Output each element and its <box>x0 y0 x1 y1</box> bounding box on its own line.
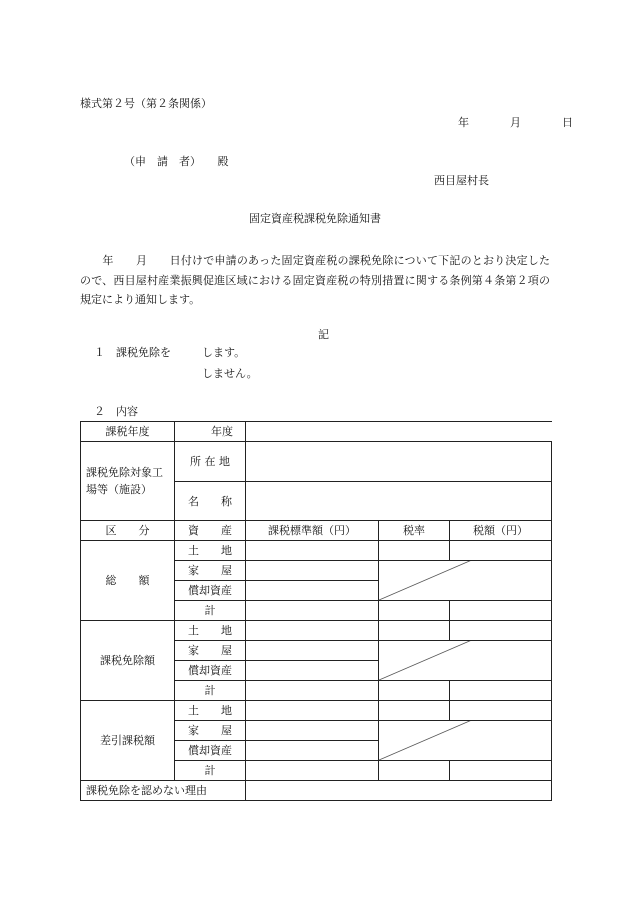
date-month: 月 <box>510 116 521 129</box>
issue-date <box>458 116 573 130</box>
tax-base-cell <box>246 621 379 641</box>
tax-base-cell <box>246 641 379 661</box>
header-asset: 資 産 <box>175 521 246 541</box>
tax-base-cell <box>246 681 379 701</box>
tax-year-value <box>175 422 246 442</box>
tax-rate-cell <box>379 701 450 721</box>
strike-through-cell <box>379 561 552 601</box>
form-number: 様式第２号（第２条関係） <box>80 97 212 110</box>
body-text: 年 月 日付けで申請のあった固定資産税の課税免除について下記のとおり決定したので、西目屋村産業振興促進区域における固定資産税の特別措置に関する条例第４条第２項の規定により通知します。 <box>80 254 550 306</box>
strike-through-cell <box>379 641 552 681</box>
asset-subtotal: 計 <box>175 761 246 781</box>
tax-base-cell <box>246 701 379 721</box>
header-tax-base: 課税標準額（円） <box>246 521 379 541</box>
tax-rate-cell <box>379 601 450 621</box>
tax-amount-cell <box>450 601 552 621</box>
document-title: 固定資産税課税免除通知書 <box>249 212 381 225</box>
asset-building: 家 屋 <box>175 561 246 581</box>
tax-year-blank <box>246 422 552 442</box>
tax-rate-cell <box>379 621 450 641</box>
asset-subtotal: 計 <box>175 681 246 701</box>
facility-name-label: 名 称 <box>175 482 246 521</box>
location-label: 所 在 地 <box>175 442 246 482</box>
asset-depreciable: 償却資産 <box>175 581 246 601</box>
addressee: （申 請 者） 殿 <box>124 155 229 168</box>
diagonal-line <box>379 641 551 680</box>
tax-rate-cell <box>379 541 450 561</box>
target-facility-label <box>81 442 175 521</box>
header-tax-amount: 税額（円） <box>450 521 552 541</box>
asset-land: 土 地 <box>175 541 246 561</box>
rejection-reason-value <box>246 781 552 801</box>
asset-building: 家 屋 <box>175 721 246 741</box>
ki-heading: 記 <box>318 328 329 341</box>
tax-base-cell <box>246 541 379 561</box>
tax-base-cell <box>246 601 379 621</box>
issuer: 西目屋村長 <box>434 174 489 187</box>
date-year: 年 <box>458 116 469 129</box>
strike-through-cell <box>379 721 552 761</box>
asset-depreciable: 償却資産 <box>175 741 246 761</box>
header-category: 区 分 <box>81 521 175 541</box>
group-exemption-label: 課税免除額 <box>81 621 175 701</box>
tax-base-cell <box>246 561 379 581</box>
header-tax-rate: 税率 <box>379 521 450 541</box>
asset-subtotal: 計 <box>175 601 246 621</box>
tax-year-label: 課税年度 <box>81 422 175 442</box>
diagonal-line <box>379 561 551 600</box>
diagonal-line <box>379 721 551 760</box>
target-facility-text: 課税免除対象工場等（施設） <box>86 466 163 496</box>
tax-amount-cell <box>450 761 552 781</box>
asset-land: 土 地 <box>175 621 246 641</box>
tax-rate-cell <box>379 761 450 781</box>
tax-base-cell <box>246 721 379 741</box>
asset-depreciable: 償却資産 <box>175 661 246 681</box>
group-total-label: 総 額 <box>81 541 175 621</box>
tax-amount-cell <box>450 541 552 561</box>
location-value <box>246 442 552 482</box>
tax-amount-cell <box>450 621 552 641</box>
asset-building: 家 屋 <box>175 641 246 661</box>
group-net-tax-label: 差引課税額 <box>81 701 175 781</box>
item2-label: ２ 内容 <box>94 405 138 418</box>
item1-label: １ 課税免除を <box>94 346 171 359</box>
asset-land: 土 地 <box>175 701 246 721</box>
tax-rate-cell <box>379 681 450 701</box>
tax-base-cell <box>246 741 379 761</box>
tax-base-cell <box>246 581 379 601</box>
item1-option-no: しません。 <box>202 367 258 380</box>
item1-option-yes: します。 <box>202 346 246 359</box>
tax-exemption-table <box>80 421 552 801</box>
facility-name-value <box>246 482 552 521</box>
tax-base-cell <box>246 661 379 681</box>
rejection-reason-label: 課税免除を認めない理由 <box>81 781 246 801</box>
date-day: 日 <box>562 116 573 129</box>
tax-amount-cell <box>450 681 552 701</box>
tax-base-cell <box>246 761 379 781</box>
year-label: 年度 <box>211 425 233 438</box>
tax-amount-cell <box>450 701 552 721</box>
